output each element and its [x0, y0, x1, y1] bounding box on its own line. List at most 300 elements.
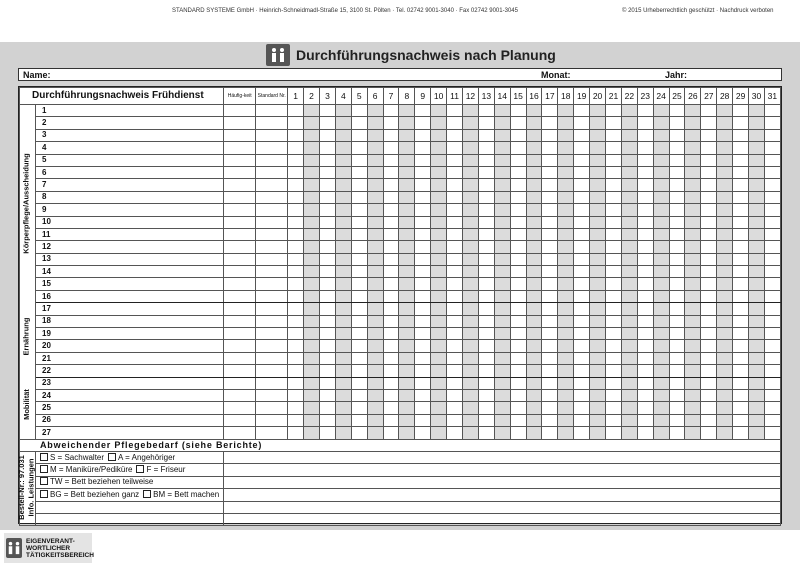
day-cell[interactable] [510, 315, 526, 327]
day-cell[interactable] [749, 228, 765, 240]
day-cell[interactable] [669, 315, 685, 327]
day-cell[interactable] [717, 228, 733, 240]
frequency-cell[interactable] [224, 303, 256, 315]
day-cell[interactable] [335, 105, 351, 117]
day-cell[interactable] [367, 427, 383, 439]
day-cell[interactable] [669, 166, 685, 178]
day-cell[interactable] [701, 105, 717, 117]
day-cell[interactable] [351, 142, 367, 154]
day-cell[interactable] [478, 204, 494, 216]
day-cell[interactable] [319, 389, 335, 401]
day-cell[interactable] [764, 241, 780, 253]
day-cell[interactable] [415, 365, 431, 377]
day-cell[interactable] [526, 204, 542, 216]
standard-cell[interactable] [256, 204, 288, 216]
day-cell[interactable] [478, 142, 494, 154]
day-cell[interactable] [447, 228, 463, 240]
day-cell[interactable] [510, 414, 526, 426]
day-cell[interactable] [304, 315, 320, 327]
day-cell[interactable] [574, 266, 590, 278]
day-cell[interactable] [463, 414, 479, 426]
day-cell[interactable] [367, 365, 383, 377]
day-cell[interactable] [288, 253, 304, 265]
day-cell[interactable] [574, 352, 590, 364]
day-cell[interactable] [669, 328, 685, 340]
day-cell[interactable] [383, 166, 399, 178]
day-cell[interactable] [574, 228, 590, 240]
day-cell[interactable] [494, 117, 510, 129]
day-cell[interactable] [653, 216, 669, 228]
day-cell[interactable] [478, 278, 494, 290]
day-cell[interactable] [335, 278, 351, 290]
day-cell[interactable] [542, 303, 558, 315]
day-cell[interactable] [526, 105, 542, 117]
day-cell[interactable] [351, 352, 367, 364]
day-cell[interactable] [494, 154, 510, 166]
day-cell[interactable] [637, 266, 653, 278]
day-cell[interactable] [637, 179, 653, 191]
day-cell[interactable] [717, 402, 733, 414]
day-cell[interactable] [685, 166, 701, 178]
day-cell[interactable] [701, 340, 717, 352]
day-cell[interactable] [685, 266, 701, 278]
day-cell[interactable] [574, 315, 590, 327]
day-cell[interactable] [288, 365, 304, 377]
legend-blank[interactable] [224, 464, 781, 476]
day-cell[interactable] [637, 253, 653, 265]
day-cell[interactable] [510, 377, 526, 389]
day-cell[interactable] [494, 142, 510, 154]
day-cell[interactable] [351, 179, 367, 191]
day-cell[interactable] [304, 154, 320, 166]
day-cell[interactable] [510, 142, 526, 154]
day-cell[interactable] [447, 414, 463, 426]
checkbox-icon[interactable] [108, 453, 116, 461]
day-cell[interactable] [367, 216, 383, 228]
day-cell[interactable] [621, 142, 637, 154]
day-cell[interactable] [590, 328, 606, 340]
standard-cell[interactable] [256, 427, 288, 439]
day-cell[interactable] [637, 204, 653, 216]
day-cell[interactable] [574, 105, 590, 117]
day-cell[interactable] [749, 328, 765, 340]
day-cell[interactable] [399, 266, 415, 278]
day-cell[interactable] [621, 216, 637, 228]
day-cell[interactable] [653, 402, 669, 414]
day-cell[interactable] [526, 253, 542, 265]
day-cell[interactable] [621, 228, 637, 240]
day-cell[interactable] [701, 290, 717, 302]
day-cell[interactable] [494, 129, 510, 141]
day-cell[interactable] [621, 179, 637, 191]
day-cell[interactable] [494, 340, 510, 352]
day-cell[interactable] [415, 204, 431, 216]
day-cell[interactable] [383, 315, 399, 327]
day-cell[interactable] [685, 414, 701, 426]
day-cell[interactable] [351, 166, 367, 178]
day-cell[interactable] [764, 303, 780, 315]
day-cell[interactable] [431, 105, 447, 117]
day-cell[interactable] [701, 253, 717, 265]
day-cell[interactable] [653, 377, 669, 389]
day-cell[interactable] [590, 253, 606, 265]
standard-cell[interactable] [256, 154, 288, 166]
day-cell[interactable] [288, 266, 304, 278]
day-cell[interactable] [431, 377, 447, 389]
standard-cell[interactable] [256, 402, 288, 414]
day-cell[interactable] [733, 340, 749, 352]
day-cell[interactable] [367, 179, 383, 191]
day-cell[interactable] [590, 402, 606, 414]
day-cell[interactable] [606, 427, 622, 439]
day-cell[interactable] [415, 303, 431, 315]
day-cell[interactable] [764, 389, 780, 401]
day-cell[interactable] [288, 191, 304, 203]
day-cell[interactable] [447, 241, 463, 253]
day-cell[interactable] [494, 402, 510, 414]
day-cell[interactable] [399, 191, 415, 203]
day-cell[interactable] [463, 142, 479, 154]
day-cell[interactable] [399, 142, 415, 154]
day-cell[interactable] [764, 340, 780, 352]
day-cell[interactable] [558, 179, 574, 191]
day-cell[interactable] [383, 191, 399, 203]
legend-blank[interactable] [224, 501, 781, 513]
standard-cell[interactable] [256, 377, 288, 389]
day-cell[interactable] [621, 352, 637, 364]
day-cell[interactable] [653, 191, 669, 203]
day-cell[interactable] [304, 427, 320, 439]
day-cell[interactable] [574, 365, 590, 377]
day-cell[interactable] [637, 117, 653, 129]
day-cell[interactable] [542, 179, 558, 191]
day-cell[interactable] [669, 278, 685, 290]
day-cell[interactable] [431, 278, 447, 290]
day-cell[interactable] [574, 191, 590, 203]
frequency-cell[interactable] [224, 427, 256, 439]
day-cell[interactable] [526, 365, 542, 377]
day-cell[interactable] [399, 105, 415, 117]
day-cell[interactable] [637, 414, 653, 426]
day-cell[interactable] [701, 303, 717, 315]
day-cell[interactable] [478, 303, 494, 315]
day-cell[interactable] [399, 129, 415, 141]
day-cell[interactable] [367, 191, 383, 203]
day-cell[interactable] [574, 377, 590, 389]
day-cell[interactable] [478, 216, 494, 228]
day-cell[interactable] [558, 191, 574, 203]
day-cell[interactable] [574, 179, 590, 191]
day-cell[interactable] [701, 352, 717, 364]
day-cell[interactable] [701, 191, 717, 203]
day-cell[interactable] [399, 204, 415, 216]
day-cell[interactable] [685, 191, 701, 203]
standard-cell[interactable] [256, 216, 288, 228]
day-cell[interactable] [304, 129, 320, 141]
day-cell[interactable] [447, 117, 463, 129]
day-cell[interactable] [526, 377, 542, 389]
day-cell[interactable] [542, 377, 558, 389]
day-cell[interactable] [764, 266, 780, 278]
day-cell[interactable] [304, 228, 320, 240]
frequency-cell[interactable] [224, 340, 256, 352]
day-cell[interactable] [542, 414, 558, 426]
day-cell[interactable] [367, 129, 383, 141]
day-cell[interactable] [335, 290, 351, 302]
day-cell[interactable] [431, 228, 447, 240]
day-cell[interactable] [431, 216, 447, 228]
day-cell[interactable] [431, 241, 447, 253]
day-cell[interactable] [653, 303, 669, 315]
day-cell[interactable] [478, 154, 494, 166]
day-cell[interactable] [637, 166, 653, 178]
day-cell[interactable] [558, 352, 574, 364]
day-cell[interactable] [685, 216, 701, 228]
day-cell[interactable] [669, 216, 685, 228]
day-cell[interactable] [478, 290, 494, 302]
day-cell[interactable] [288, 105, 304, 117]
day-cell[interactable] [335, 340, 351, 352]
day-cell[interactable] [304, 402, 320, 414]
day-cell[interactable] [542, 315, 558, 327]
day-cell[interactable] [319, 154, 335, 166]
day-cell[interactable] [685, 278, 701, 290]
frequency-cell[interactable] [224, 253, 256, 265]
day-cell[interactable] [367, 290, 383, 302]
day-cell[interactable] [415, 241, 431, 253]
day-cell[interactable] [383, 142, 399, 154]
day-cell[interactable] [335, 166, 351, 178]
day-cell[interactable] [685, 340, 701, 352]
day-cell[interactable] [558, 402, 574, 414]
day-cell[interactable] [574, 340, 590, 352]
day-cell[interactable] [478, 166, 494, 178]
day-cell[interactable] [685, 328, 701, 340]
day-cell[interactable] [510, 389, 526, 401]
day-cell[interactable] [415, 414, 431, 426]
day-cell[interactable] [685, 389, 701, 401]
day-cell[interactable] [717, 278, 733, 290]
day-cell[interactable] [383, 365, 399, 377]
day-cell[interactable] [733, 290, 749, 302]
day-cell[interactable] [621, 253, 637, 265]
day-cell[interactable] [351, 315, 367, 327]
day-cell[interactable] [463, 315, 479, 327]
day-cell[interactable] [288, 166, 304, 178]
day-cell[interactable] [653, 414, 669, 426]
day-cell[interactable] [558, 427, 574, 439]
day-cell[interactable] [637, 278, 653, 290]
day-cell[interactable] [319, 241, 335, 253]
day-cell[interactable] [764, 352, 780, 364]
day-cell[interactable] [463, 129, 479, 141]
day-cell[interactable] [701, 365, 717, 377]
day-cell[interactable] [351, 105, 367, 117]
day-cell[interactable] [685, 290, 701, 302]
day-cell[interactable] [621, 129, 637, 141]
day-cell[interactable] [367, 204, 383, 216]
day-cell[interactable] [478, 352, 494, 364]
day-cell[interactable] [319, 228, 335, 240]
day-cell[interactable] [717, 414, 733, 426]
day-cell[interactable] [701, 402, 717, 414]
day-cell[interactable] [447, 315, 463, 327]
standard-cell[interactable] [256, 352, 288, 364]
day-cell[interactable] [717, 340, 733, 352]
day-cell[interactable] [319, 427, 335, 439]
day-cell[interactable] [701, 117, 717, 129]
legend-blank[interactable] [224, 513, 781, 525]
day-cell[interactable] [637, 191, 653, 203]
standard-cell[interactable] [256, 328, 288, 340]
day-cell[interactable] [749, 427, 765, 439]
day-cell[interactable] [590, 315, 606, 327]
day-cell[interactable] [351, 278, 367, 290]
legend-blank[interactable] [224, 476, 781, 488]
day-cell[interactable] [558, 328, 574, 340]
day-cell[interactable] [304, 253, 320, 265]
day-cell[interactable] [733, 216, 749, 228]
day-cell[interactable] [399, 402, 415, 414]
day-cell[interactable] [319, 365, 335, 377]
day-cell[interactable] [637, 427, 653, 439]
day-cell[interactable] [749, 241, 765, 253]
day-cell[interactable] [447, 129, 463, 141]
standard-cell[interactable] [256, 365, 288, 377]
day-cell[interactable] [431, 117, 447, 129]
day-cell[interactable] [542, 204, 558, 216]
frequency-cell[interactable] [224, 105, 256, 117]
day-cell[interactable] [510, 204, 526, 216]
day-cell[interactable] [431, 166, 447, 178]
day-cell[interactable] [606, 129, 622, 141]
day-cell[interactable] [288, 117, 304, 129]
day-cell[interactable] [669, 290, 685, 302]
day-cell[interactable] [590, 105, 606, 117]
day-cell[interactable] [542, 427, 558, 439]
frequency-cell[interactable] [224, 365, 256, 377]
day-cell[interactable] [574, 204, 590, 216]
day-cell[interactable] [653, 352, 669, 364]
day-cell[interactable] [431, 204, 447, 216]
day-cell[interactable] [335, 117, 351, 129]
day-cell[interactable] [606, 191, 622, 203]
day-cell[interactable] [590, 204, 606, 216]
day-cell[interactable] [590, 340, 606, 352]
day-cell[interactable] [319, 352, 335, 364]
day-cell[interactable] [749, 377, 765, 389]
day-cell[interactable] [399, 253, 415, 265]
frequency-cell[interactable] [224, 328, 256, 340]
day-cell[interactable] [494, 315, 510, 327]
frequency-cell[interactable] [224, 228, 256, 240]
day-cell[interactable] [701, 142, 717, 154]
day-cell[interactable] [383, 427, 399, 439]
day-cell[interactable] [335, 216, 351, 228]
day-cell[interactable] [335, 414, 351, 426]
day-cell[interactable] [717, 389, 733, 401]
day-cell[interactable] [749, 389, 765, 401]
day-cell[interactable] [764, 328, 780, 340]
day-cell[interactable] [526, 266, 542, 278]
day-cell[interactable] [574, 402, 590, 414]
day-cell[interactable] [653, 427, 669, 439]
day-cell[interactable] [304, 191, 320, 203]
day-cell[interactable] [399, 290, 415, 302]
day-cell[interactable] [733, 278, 749, 290]
day-cell[interactable] [733, 191, 749, 203]
day-cell[interactable] [669, 414, 685, 426]
day-cell[interactable] [431, 191, 447, 203]
day-cell[interactable] [637, 328, 653, 340]
day-cell[interactable] [478, 414, 494, 426]
day-cell[interactable] [304, 105, 320, 117]
day-cell[interactable] [351, 365, 367, 377]
day-cell[interactable] [542, 365, 558, 377]
day-cell[interactable] [447, 253, 463, 265]
day-cell[interactable] [447, 191, 463, 203]
day-cell[interactable] [685, 129, 701, 141]
day-cell[interactable] [637, 340, 653, 352]
day-cell[interactable] [749, 204, 765, 216]
day-cell[interactable] [621, 389, 637, 401]
frequency-cell[interactable] [224, 191, 256, 203]
day-cell[interactable] [510, 191, 526, 203]
day-cell[interactable] [415, 179, 431, 191]
frequency-cell[interactable] [224, 389, 256, 401]
checkbox-icon[interactable] [40, 465, 48, 473]
day-cell[interactable] [733, 228, 749, 240]
day-cell[interactable] [383, 340, 399, 352]
day-cell[interactable] [621, 290, 637, 302]
day-cell[interactable] [288, 340, 304, 352]
day-cell[interactable] [399, 365, 415, 377]
day-cell[interactable] [415, 290, 431, 302]
day-cell[interactable] [621, 166, 637, 178]
day-cell[interactable] [669, 266, 685, 278]
day-cell[interactable] [653, 204, 669, 216]
day-cell[interactable] [733, 315, 749, 327]
day-cell[interactable] [431, 352, 447, 364]
day-cell[interactable] [383, 154, 399, 166]
day-cell[interactable] [304, 278, 320, 290]
day-cell[interactable] [558, 303, 574, 315]
day-cell[interactable] [510, 340, 526, 352]
day-cell[interactable] [558, 278, 574, 290]
day-cell[interactable] [415, 278, 431, 290]
day-cell[interactable] [637, 241, 653, 253]
frequency-cell[interactable] [224, 117, 256, 129]
day-cell[interactable] [304, 414, 320, 426]
day-cell[interactable] [431, 365, 447, 377]
day-cell[interactable] [717, 315, 733, 327]
day-cell[interactable] [526, 414, 542, 426]
day-cell[interactable] [749, 117, 765, 129]
day-cell[interactable] [510, 328, 526, 340]
day-cell[interactable] [447, 154, 463, 166]
day-cell[interactable] [717, 216, 733, 228]
day-cell[interactable] [463, 204, 479, 216]
day-cell[interactable] [717, 365, 733, 377]
day-cell[interactable] [621, 427, 637, 439]
day-cell[interactable] [319, 328, 335, 340]
day-cell[interactable] [733, 129, 749, 141]
day-cell[interactable] [685, 365, 701, 377]
day-cell[interactable] [494, 377, 510, 389]
day-cell[interactable] [669, 228, 685, 240]
day-cell[interactable] [351, 414, 367, 426]
day-cell[interactable] [399, 179, 415, 191]
